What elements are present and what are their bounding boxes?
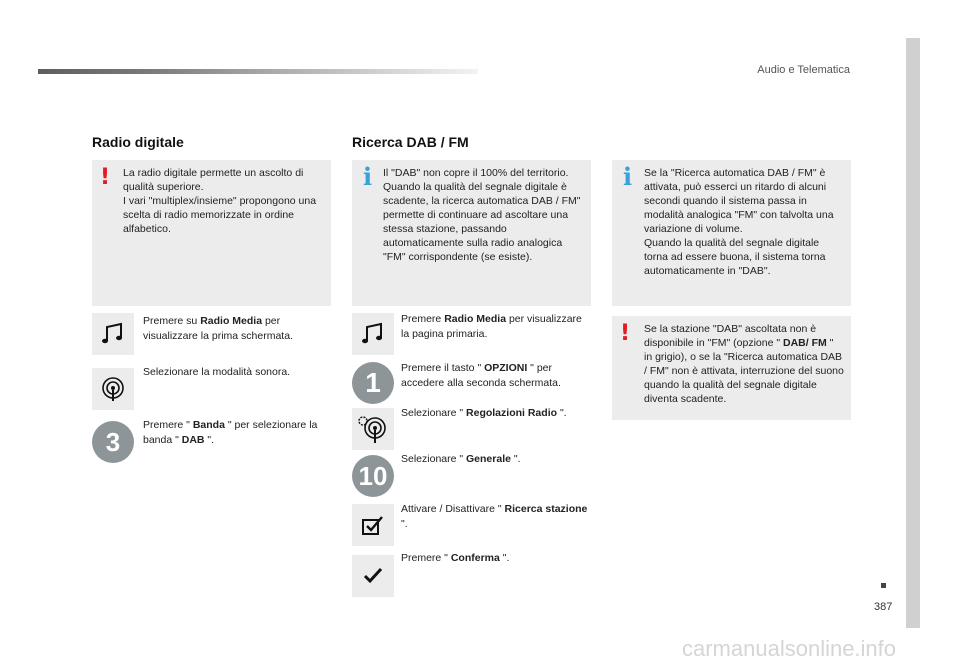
- radio-signal-icon: [100, 376, 126, 402]
- radio-media-icon-box[interactable]: [92, 313, 134, 355]
- middle-step-4: Selezionare " Generale ".: [401, 453, 521, 465]
- middle-step-5: Attivare / Disattivare " Ricerca stazione ".: [401, 503, 588, 530]
- music-note-icon: [360, 321, 386, 347]
- music-note-icon: [100, 321, 126, 347]
- info-icon: i: [363, 162, 373, 191]
- left-step-2: Selezionare la modalità sonora.: [143, 366, 291, 378]
- section-title-ricerca-dab-fm: Ricerca DAB / FM: [352, 134, 469, 150]
- info-box-dab: [352, 160, 591, 306]
- middle-step-3: Selezionare " Regolazioni Radio ".: [401, 407, 567, 419]
- left-step-1: Premere su Radio Media per visualizzare la prima schermata.: [143, 315, 293, 342]
- header-title: Audio e Telematica: [757, 64, 850, 76]
- step-number-10: 10: [352, 455, 394, 497]
- warning-box-radio: [92, 160, 331, 306]
- checkbox-icon: [361, 514, 385, 536]
- warning-text: La radio digitale permette un ascolto di qualità superiore. I vari "multiplex/insieme" propongono una scelta di radio memorizzate in ordine alfabetico.: [123, 167, 317, 235]
- step-number-1: 1: [352, 362, 394, 404]
- section-title-radio-digitale: Radio digitale: [92, 134, 184, 150]
- middle-step-1: Premere Radio Media per visualizzare la pagina primaria.: [401, 313, 582, 340]
- radio-media-icon-box-2[interactable]: [352, 313, 394, 355]
- radio-settings-icon-box[interactable]: [352, 408, 394, 450]
- page-number: 387: [874, 601, 893, 613]
- warning-icon: !: [100, 165, 111, 190]
- header-gradient-bar: [38, 69, 478, 74]
- page-marker: [881, 583, 886, 588]
- middle-step-2: Premere il tasto " OPZIONI " per accedere alla seconda schermata.: [401, 362, 561, 389]
- page-side-strip: [906, 38, 920, 628]
- toggle-checkbox-icon-box[interactable]: [352, 504, 394, 546]
- left-step-3: Premere " Banda " per selezionare la banda " DAB ".: [143, 419, 318, 446]
- middle-step-6: Premere " Conferma ".: [401, 552, 510, 564]
- warning-text-dab: Se la stazione "DAB" ascoltata non è disponibile in "FM" (opzione " DAB/ FM " in grigio), o se la "Ricerca automatica DAB / FM" non è attivata, interruzione del suono quando la qualità del segnale digitale diventa scadente.: [644, 323, 844, 405]
- radio-source-icon-box[interactable]: [92, 368, 134, 410]
- warning-box-dab: [612, 316, 851, 420]
- info-text-dab: Il "DAB" non copre il 100% del territorio. Quando la qualità del segnale digitale è scadente, la ricerca automatica DAB / FM" permette di continuare ad ascoltare una stessa stazione, passando automaticamente sulla radio analogica "FM" corrispondente (se esiste).: [383, 167, 581, 263]
- info-text-ricerca: Se la "Ricerca automatica DAB / FM" è attivata, può esserci un ritardo di alcuni secondi quando il sistema passa in modalità analogica "FM" con talvolta una variazione di volume. Quando la qualità del segnale digitale torna ad essere buona, il sistema torna automaticamente in "DAB".: [644, 167, 834, 277]
- radio-settings-icon: [356, 414, 390, 444]
- info-icon: i: [623, 162, 633, 191]
- warning-icon: !: [620, 321, 631, 346]
- step-number-3: 3: [92, 421, 134, 463]
- checkmark-icon: [362, 566, 384, 586]
- info-box-ricerca: [612, 160, 851, 306]
- confirm-icon-box[interactable]: [352, 555, 394, 597]
- watermark: carmanualsonline.info: [682, 636, 897, 661]
